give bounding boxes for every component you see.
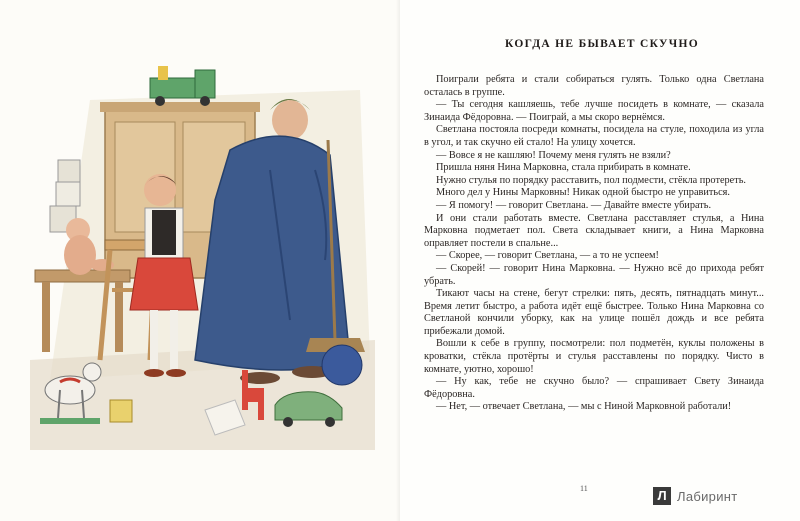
toy-block-icon xyxy=(110,400,132,422)
paragraph: — Скорей! — говорит Нина Марковна. — Нужно всё до прихода ребят убрать. xyxy=(424,262,764,287)
paragraph: И они стали работать вместе. Светлана расставляет стулья, а Нина Марковна подметает пол. Света складывает книги, а Нина Марковна оправляет постели в спальне... xyxy=(424,212,764,249)
labirint-logo-icon: Л xyxy=(653,487,671,505)
story-text xyxy=(424,74,764,414)
paragraph: — Скорее, — говорит Светлана, — а то не успеем! xyxy=(436,250,659,262)
page-number: 11 xyxy=(580,484,588,493)
paragraph: Поиграли ребята и стали собираться гулять. Только одна Светлана осталась в группе. xyxy=(424,74,764,98)
paragraph: — Вовсе я не кашляю! Почему меня гулять не взяли? xyxy=(436,149,671,161)
paragraph: Пришла няня Нина Марковна, стала прибирать в комнате. xyxy=(436,162,691,174)
story-illustration xyxy=(30,60,375,450)
paragraph: Светлана постояла посреди комнаты, посидела на стуле, походила из угла в угол, и так скучно ей стало! На улицу хочется. xyxy=(424,124,764,148)
paragraph: — Ну как, тебе не скучно было? — спрашивает Свету Зинаида Фёдоровна. xyxy=(424,376,764,400)
labirint-watermark xyxy=(653,487,738,505)
paragraph: — Ты сегодня кашляешь, тебе лучше посидеть в комнате, — сказала Зинаида Фёдоровна. — Поиграй, а мы скоро вернёмся. xyxy=(424,99,764,123)
story-title: КОГДА НЕ БЫВАЕТ СКУЧНО xyxy=(504,38,700,50)
paragraph: Много дел у Нины Марковны! Никак одной быстро не управиться. xyxy=(436,187,730,199)
watermark-label: Лабиринт xyxy=(677,488,738,504)
paragraph: — Я помогу! — говорит Светлана. — Давайте вместе убирать. xyxy=(436,199,712,211)
paragraph: Вошли к себе в группу, посмотрели: пол подметён, куклы положены в кроватки, стёкла протёрты и стулья расставлены по порядку. Чисто в комнате, уютно, хорошо! xyxy=(424,338,764,375)
paragraph: Нужно стулья по порядку расставить, пол подмести, стёкла протереть. xyxy=(436,174,747,186)
paragraph: — Нет, — отвечает Светлана, — мы с Ниной Марковной работали! xyxy=(436,401,732,413)
paragraph: Тикают часы на стене, бегут стрелки: пять, десять, пятнадцать минут... Время летит быстро, а работа идёт ещё быстрее. Только Нина Марковна со Светланой кончили уборку, как на улице пошёл дождь и все ребята прибежали домой. xyxy=(424,288,764,337)
ball-icon xyxy=(322,345,362,385)
